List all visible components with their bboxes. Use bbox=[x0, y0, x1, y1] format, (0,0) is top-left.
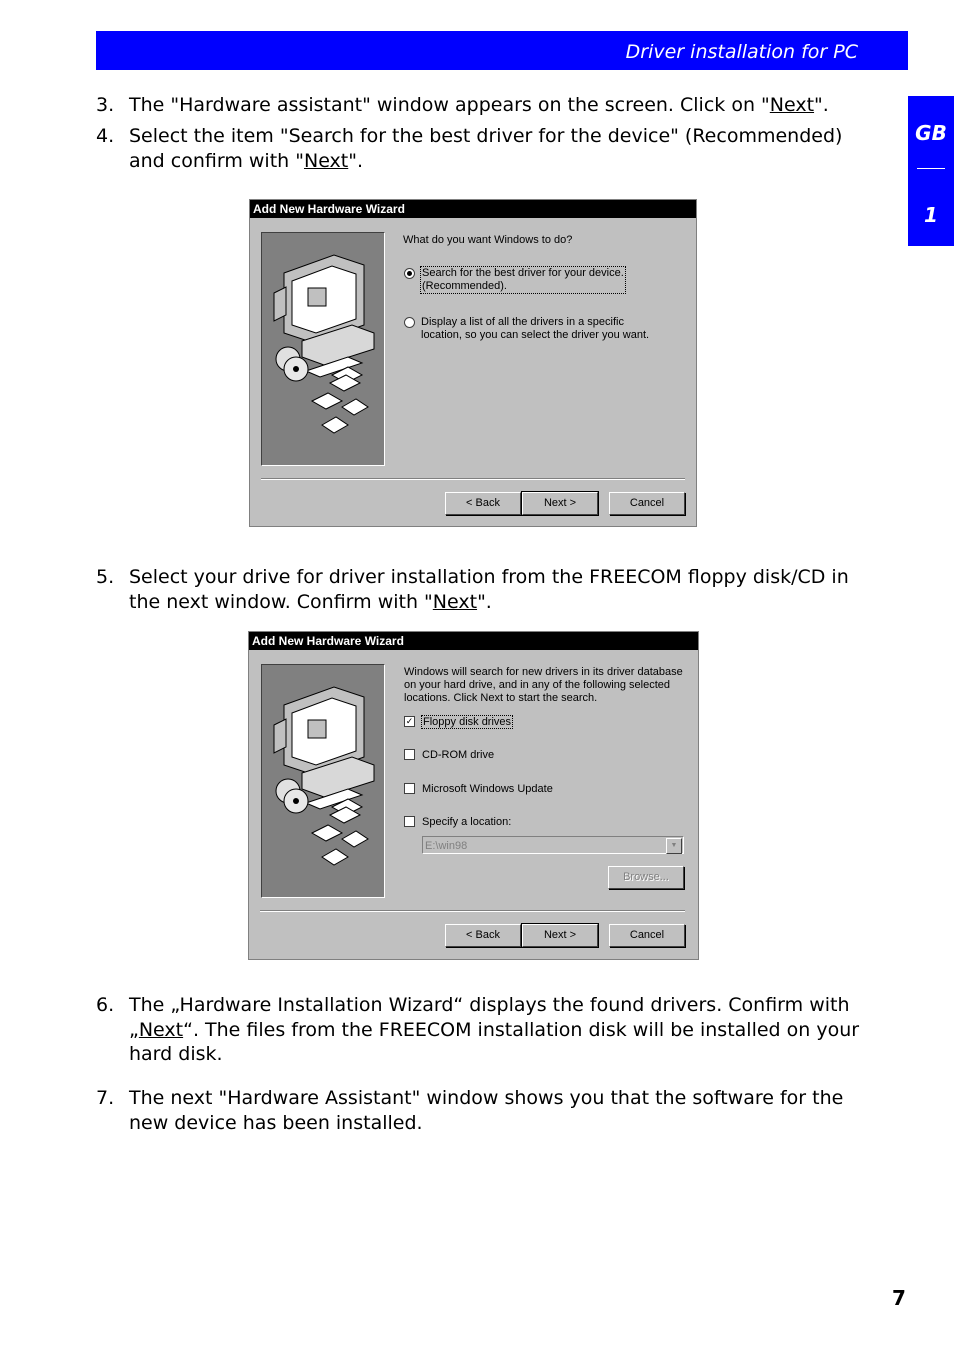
header-title: Driver installation for PC bbox=[625, 41, 858, 63]
dialog-title: Add New Hardware Wizard bbox=[250, 200, 696, 218]
step-text: Select the item "Search for the best driver for the device" (Recommended) and confirm with " bbox=[129, 125, 843, 172]
location-combo[interactable] bbox=[422, 836, 684, 854]
header-bar bbox=[96, 31, 908, 70]
cancel-button[interactable]: Cancel bbox=[609, 924, 685, 947]
cancel-button[interactable]: Cancel bbox=[609, 492, 685, 515]
step-text-end: “. The files from the FREECOM installation disk will be installed on your hard disk. bbox=[129, 1018, 860, 1065]
side-tab-divider bbox=[917, 168, 945, 169]
browse-button[interactable]: Browse... bbox=[608, 866, 684, 889]
step-text: The next "Hardware Assistant" window shows you that the software for the new device has been installed. bbox=[129, 1087, 844, 1134]
step-text: The „Hardware Installation Wizard“ displays the found drivers. Confirm with „ bbox=[129, 994, 850, 1041]
floppy-label[interactable]: Floppy disk drives bbox=[423, 716, 512, 728]
step-7 bbox=[96, 1086, 866, 1135]
display-driver-list-label[interactable]: Display a list of all the drivers in a specific location, so you can select the driver you want. bbox=[421, 316, 650, 341]
floppy-checkbox[interactable]: ✓ bbox=[405, 716, 414, 726]
search-best-driver-radio[interactable] bbox=[404, 268, 415, 279]
display-driver-list-radio[interactable] bbox=[404, 317, 415, 328]
step-5 bbox=[96, 565, 866, 614]
specify-location-checkbox[interactable] bbox=[404, 816, 415, 827]
step-text-end: ". bbox=[814, 94, 829, 116]
step-text: The "Hardware assistant" window appears on the screen. Click on " bbox=[129, 94, 770, 116]
side-tab bbox=[908, 96, 954, 246]
next-link: Next bbox=[303, 149, 349, 172]
back-button[interactable]: < Back bbox=[445, 492, 521, 515]
side-tab-language: GB bbox=[915, 121, 947, 145]
next-link: Next bbox=[138, 1018, 184, 1041]
step-number: 6. bbox=[96, 994, 115, 1016]
step-6 bbox=[96, 993, 866, 1067]
next-button[interactable]: Next > bbox=[522, 492, 598, 515]
dialog-separator bbox=[261, 478, 685, 480]
step-text-end: ". bbox=[348, 149, 364, 172]
step-number: 7. bbox=[96, 1087, 115, 1109]
dialog-prompt: What do you want Windows to do? bbox=[403, 234, 573, 246]
step-number: 5. bbox=[96, 566, 115, 588]
computer-illustration bbox=[261, 232, 385, 466]
computer-icon bbox=[262, 665, 384, 897]
step-number: 3. bbox=[96, 94, 115, 116]
next-link: Next bbox=[432, 590, 478, 613]
chevron-down-icon[interactable]: ▼ bbox=[666, 838, 682, 854]
next-link: Next bbox=[769, 94, 815, 116]
step-number: 4. bbox=[96, 125, 115, 147]
computer-icon bbox=[262, 233, 384, 465]
add-hardware-wizard-dialog-2 bbox=[248, 631, 699, 960]
next-button[interactable]: Next > bbox=[522, 924, 598, 947]
location-value: E:\win98 bbox=[425, 840, 468, 852]
windows-update-label[interactable]: Microsoft Windows Update bbox=[422, 783, 553, 795]
dialog-separator bbox=[260, 910, 685, 912]
page-number: 7 bbox=[892, 1286, 906, 1310]
computer-illustration bbox=[261, 664, 385, 898]
step-3 bbox=[96, 93, 866, 118]
dialog-title: Add New Hardware Wizard bbox=[249, 632, 698, 650]
specify-location-label[interactable]: Specify a location: bbox=[422, 816, 512, 828]
windows-update-checkbox[interactable] bbox=[404, 783, 415, 794]
back-button[interactable]: < Back bbox=[445, 924, 521, 947]
dialog-intro: Windows will search for new drivers in its driver database on your hard drive, and in any of the following selected locations. Click Next to start the search. bbox=[404, 666, 683, 704]
search-best-driver-label[interactable]: Search for the best driver for your device. (Recommended). bbox=[420, 266, 626, 294]
cdrom-checkbox[interactable] bbox=[404, 749, 415, 760]
side-tab-chapter: 1 bbox=[924, 203, 938, 227]
cdrom-label[interactable]: CD-ROM drive bbox=[422, 749, 495, 761]
step-text-end: ". bbox=[477, 590, 492, 613]
step-text: Select your drive for driver installation from the FREECOM floppy disk/CD in the next window. Confirm with " bbox=[129, 566, 849, 613]
add-hardware-wizard-dialog bbox=[249, 199, 697, 527]
step-4 bbox=[96, 124, 866, 173]
